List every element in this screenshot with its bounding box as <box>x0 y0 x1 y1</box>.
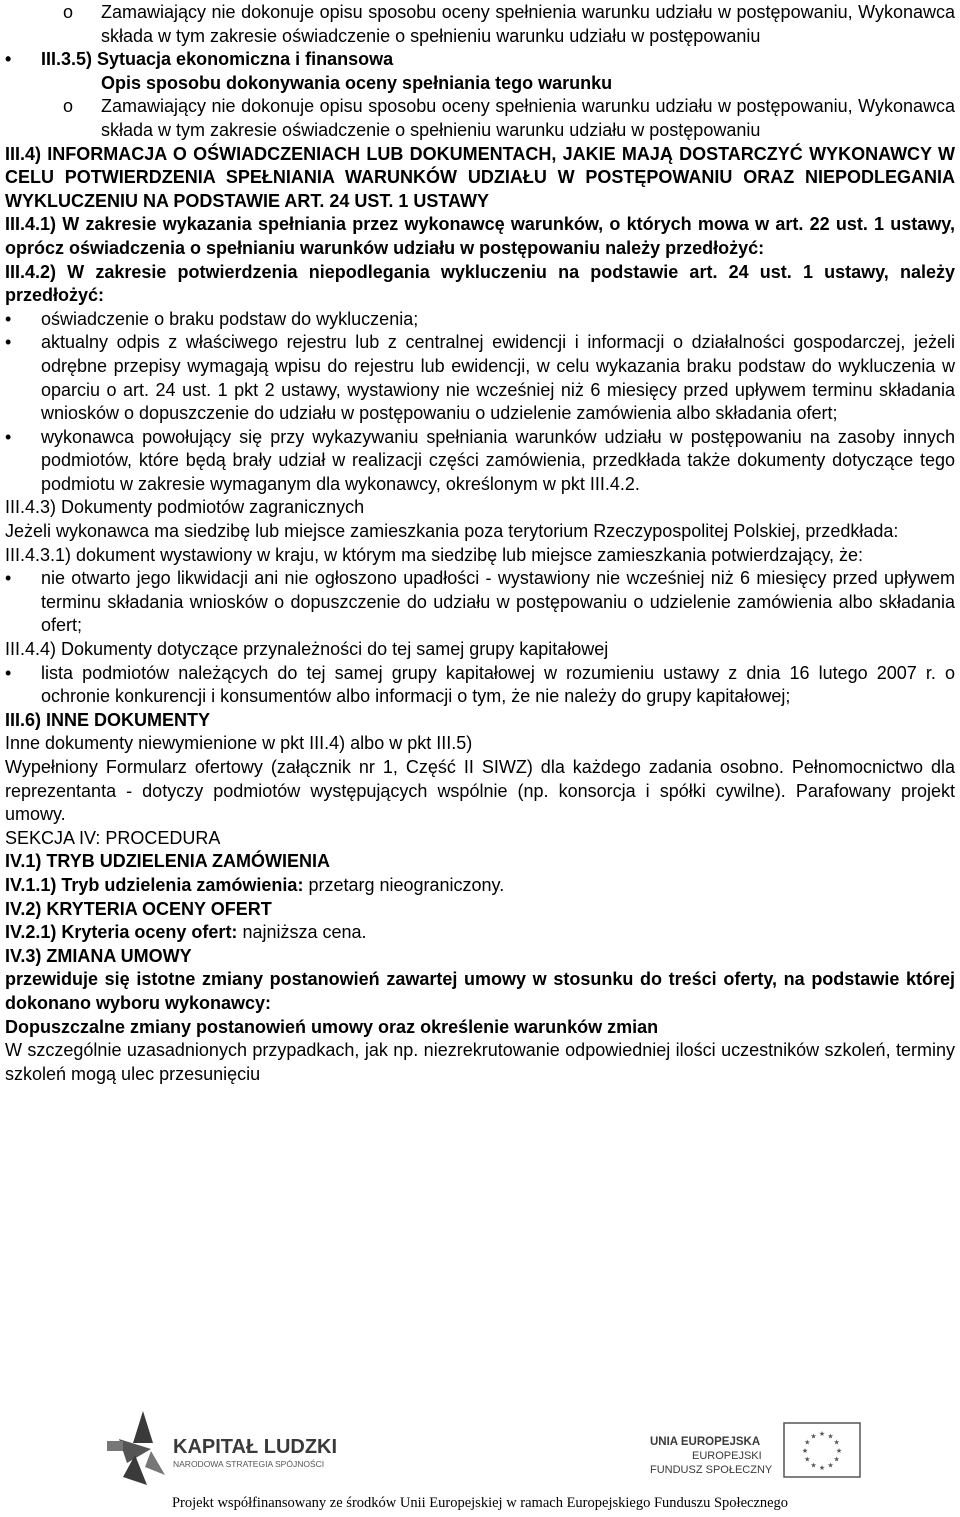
kapital-ludzki-star-icon <box>107 1411 165 1485</box>
section-heading: III.4.4) Dokumenty dotyczące przynależności do tej samej grupy kapitałowej <box>5 639 609 660</box>
paragraph: Wypełniony Formularz ofertowy (załącznik nr 1, Część II SIWZ) dla każdego zadania osobno. Pełnomocnictwo dla reprezentanta - dotyczy podmiotów występujących wspólnie (np. konsorcja i spółki cywilne). Parafowany projekt umowy. <box>5 757 955 825</box>
eu-star-icon: ★ <box>810 1432 817 1441</box>
section-heading: III.4) INFORMACJA O OŚWIADCZENIACH LUB DOKUMENTACH, JAKIE MAJĄ DOSTARCZYĆ WYKONAWCY W CELU POTWIERDZENIA SPEŁNIANIA WARUNKÓW UDZIAŁU W POSTĘPOWANIU ORAZ NIEPODLEGANIA WYKLUCZENIU NA PODSTAWIE ART. 24 UST. 1 USTAWY <box>5 143 955 211</box>
section-heading: IV.2) KRYTERIA OCENY OFERT <box>5 898 272 919</box>
eu-star-icon: ★ <box>804 1438 811 1447</box>
list-item <box>5 48 955 72</box>
list-item <box>5 662 955 709</box>
paragraph: przewiduje się istotne zmiany postanowień zawartej umowy w stosunku do treści oferty, na podstawie której dokonano wyboru wykonawcy: <box>5 969 955 1013</box>
list-item <box>5 95 955 142</box>
eu-star-icon: ★ <box>827 1432 834 1441</box>
eu-star-icon: ★ <box>818 1430 826 1438</box>
bullet-icon: • <box>5 332 12 353</box>
bullet-icon: • <box>5 308 12 329</box>
ue-logo-line1: UNIA EUROPEJSKA <box>650 1436 761 1448</box>
eu-star-icon: ★ <box>827 1461 834 1470</box>
section-heading: IV.3) ZMIANA UMOWY <box>5 945 192 966</box>
bullet-icon: • <box>5 426 12 447</box>
kl-logo-title: KAPITAŁ LUDZKI <box>173 1436 338 1458</box>
subheading: Opis sposobu dokonywania oceny spełniania tego warunku <box>101 72 613 93</box>
section-heading: SEKCJA IV: PROCEDURA <box>5 827 221 848</box>
bullet-icon: • <box>5 49 12 70</box>
eu-star-icon: ★ <box>818 1464 826 1472</box>
paragraph: Zamawiający nie dokonuje opisu sposobu oceny spełnienia warunku udziału w postępowaniu, Wykonawca składa w tym zakresie oświadczenie o spełnieniu warunku udziału w postępowaniu <box>101 2 955 46</box>
circle-bullet-icon: o <box>63 96 74 117</box>
kapital-ludzki-logo <box>105 1405 355 1485</box>
paragraph: W szczególnie uzasadnionych przypadkach, jak np. niezrekrutowanie odpowiedniej ilości uczestników szkoleń, terminy szkoleń mogą ulec przesunięciu <box>5 1040 955 1084</box>
footer-text: Projekt współfinansowany ze środków Unii Europejskiej w ramach Europejskiego Funduszu Społecznego <box>171 1495 789 1511</box>
section-heading: III.6) INNE DOKUMENTY <box>5 709 211 730</box>
list-item <box>5 1 955 48</box>
eu-flag-icon <box>784 1423 860 1477</box>
section-heading: IV.1) TRYB UDZIELENIA ZAMÓWIENIA <box>5 851 331 872</box>
paragraph: Jeżeli wykonawca ma siedzibę lub miejsce zamieszkania poza terytorium Rzeczypospolitej Polskiej, przedkłada: <box>5 521 899 542</box>
paragraph: Dopuszczalne zmiany postanowień umowy oraz określenie warunków zmian <box>5 1016 659 1037</box>
list-item-text: wykonawca powołujący się przy wykazywaniu spełniania warunków udziału w postępowaniu na zasoby innych podmiotów, które będą brały udział w realizacji części zamówienia, przedkłada także dokumenty dotyczące tego podmiotu w zakresie wymaganym dla wykonawcy, określonym w pkt III.4.2. <box>41 426 955 494</box>
list-item-text: lista podmiotów należących do tej samej grupy kapitałowej w rozumieniu ustawy z dnia 16 lutego 2007 r. o ochronie konkurencji i konsumentów albo informacji o tym, że nie należy do grupy kapitałowej; <box>41 662 955 707</box>
list-item <box>5 331 955 425</box>
eu-star-icon: ★ <box>833 1455 840 1464</box>
eu-star-icon: ★ <box>801 1447 809 1455</box>
list-item <box>5 426 955 497</box>
section-heading: III.4.2) W zakresie potwierdzenia niepodlegania wykluczeniu na podstawie art. 24 ust. 1 ustawy, należy przedłożyć: <box>5 261 955 306</box>
list-item-text: aktualny odpis z właściwego rejestru lub z centralnej ewidencji i informacji o działalności gospodarczej, jeżeli odrębne przepisy wymagają wpisu do rejestru lub ewidencji, w celu wykazania braku podstaw do wykluczenia w oparciu o art. 24 ust. 1 pkt 2 ustawy, wystawiony nie wcześniej niż 6 miesięcy przed upływem terminu składania wniosków o dopuszczenie do udziału w postępowaniu o udzielenie zamówienia albo składania ofert; <box>41 332 955 424</box>
bullet-icon: • <box>5 568 12 589</box>
paragraph: III.4.3.1) dokument wystawiony w kraju, w którym ma siedzibę lub miejsce zamieszkania potwierdzający, że: <box>5 544 863 565</box>
eu-star-icon: ★ <box>810 1461 817 1470</box>
section-heading: III.4.3) Dokumenty podmiotów zagranicznych <box>5 497 365 518</box>
field-label: IV.2.1) Kryteria oceny ofert: <box>5 922 238 943</box>
list-item-text: nie otwarto jego likwidacji ani nie ogłoszono upadłości - wystawiony nie wcześniej niż 6 miesięcy przed upływem terminu składania wniosków o dopuszczenie do udziału w postępowaniu o udzielenie zamówienia albo składania ofert; <box>41 568 955 636</box>
field-value: przetarg nieograniczony. <box>303 874 505 895</box>
section-heading: III.4.1) W zakresie wykazania spełniania przez wykonawcę warunków, o których mowa w art. 22 ust. 1 ustawy, oprócz oświadczenia o spełnianiu warunków udziału w postępowaniu należy przedłożyć: <box>5 214 955 258</box>
ue-logo-line3: FUNDUSZ SPOŁECZNY <box>650 1464 773 1476</box>
eu-star-icon: ★ <box>835 1447 843 1455</box>
eu-star-icon: ★ <box>804 1455 811 1464</box>
ue-logo-line2: EUROPEJSKI <box>692 1450 762 1462</box>
paragraph: Zamawiający nie dokonuje opisu sposobu oceny spełnienia warunku udziału w postępowaniu, Wykonawca składa w tym zakresie oświadczenie o spełnieniu warunku udziału w postępowaniu <box>101 96 955 140</box>
document-page <box>5 1 955 1086</box>
field-row <box>5 921 955 945</box>
list-item <box>5 308 955 332</box>
circle-bullet-icon: o <box>63 2 74 22</box>
eu-star-icon: ★ <box>833 1438 840 1447</box>
field-label: IV.1.1) Tryb udzielenia zamówienia: <box>5 874 304 895</box>
kl-logo-subtitle: NARODOWA STRATEGIA SPÓJNOŚCI <box>173 1459 325 1469</box>
field-value: najniższa cena. <box>237 922 367 943</box>
list-item-text: oświadczenie o braku podstaw do wykluczenia; <box>41 308 419 329</box>
list-item <box>5 567 955 638</box>
bullet-icon: • <box>5 662 12 683</box>
page-footer <box>0 1405 960 1517</box>
section-heading: III.3.5) Sytuacja ekonomiczna i finansowa <box>41 49 394 70</box>
eu-efs-logo <box>650 1419 870 1489</box>
field-row <box>5 874 955 898</box>
paragraph: Inne dokumenty niewymienione w pkt III.4) albo w pkt III.5) <box>5 733 473 754</box>
